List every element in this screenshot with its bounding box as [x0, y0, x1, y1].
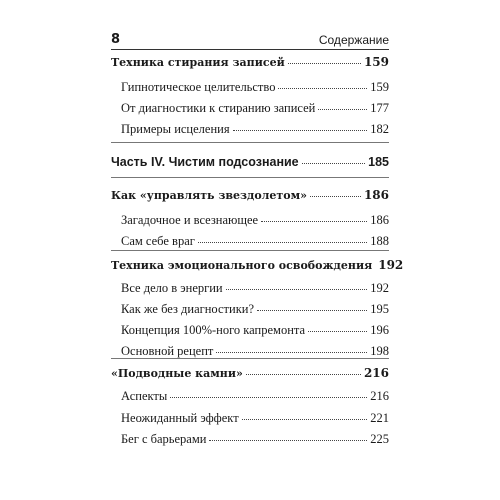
toc-leader-dots: [288, 63, 361, 64]
header-rule: [111, 49, 389, 50]
toc-entry-section[interactable]: [111, 258, 404, 276]
toc-entry-title: Гипнотическое целительство: [121, 80, 276, 94]
toc-entry-title: Примеры исцеления: [121, 122, 230, 136]
toc-entry-section[interactable]: [111, 55, 389, 73]
toc-leader-dots: [233, 130, 368, 131]
toc-entry-title: Как «управлять звездолетом»: [111, 189, 308, 202]
toc-leader-dots: [310, 196, 361, 197]
toc-leader-dots: [198, 242, 367, 243]
toc-entry-page: 198: [370, 344, 389, 358]
toc-entry-page: 186: [370, 213, 389, 227]
toc-entry-subsection[interactable]: [111, 344, 389, 362]
toc-entry-subsection[interactable]: [111, 281, 389, 299]
toc-entry-title: Техника стирания записей: [111, 56, 285, 69]
divider: [111, 142, 389, 143]
toc-leader-dots: [257, 310, 367, 311]
toc-entry-section[interactable]: [111, 188, 389, 206]
toc-entry-title: Неожиданный эффект: [121, 411, 239, 425]
toc-entry-subsection[interactable]: [111, 80, 389, 98]
toc-entry-page: 185: [368, 155, 389, 169]
toc-leader-dots: [308, 331, 367, 332]
toc-entry-part[interactable]: [111, 155, 389, 173]
toc-entry-title: Основной рецепт: [121, 344, 214, 358]
toc-entry-page: 186: [363, 188, 389, 202]
toc-entry-subsection[interactable]: [111, 213, 389, 231]
toc-leader-dots: [246, 374, 361, 375]
divider: [111, 250, 389, 251]
toc-entry-title: Все дело в энергии: [121, 281, 223, 295]
toc-entry-page: 159: [363, 55, 389, 69]
toc-entry-page: 182: [370, 122, 389, 136]
toc-entry-subsection[interactable]: [111, 432, 389, 450]
toc-leader-dots: [318, 109, 367, 110]
divider: [111, 358, 389, 359]
toc-entry-title: Загадочное и всезнающее: [121, 213, 259, 227]
toc-entry-subsection[interactable]: [111, 323, 389, 341]
toc-leader-dots: [170, 397, 367, 398]
toc-entry-subsection[interactable]: [111, 411, 389, 429]
toc-entry-subsection[interactable]: [111, 122, 389, 140]
toc-entry-title: Сам себе враг: [121, 234, 195, 248]
toc-entry-subsection[interactable]: [111, 389, 389, 407]
toc-leader-dots: [242, 419, 368, 420]
toc-entry-page: 188: [370, 234, 389, 248]
toc-leader-dots: [226, 289, 368, 290]
toc-entry-page: 195: [370, 302, 389, 316]
toc-entry-page: 216: [363, 366, 389, 380]
toc-leader-dots: [278, 88, 367, 89]
toc-entry-title: От диагностики к стиранию записей: [121, 101, 316, 115]
toc-entry-title: Концепция 100%-ного капремонта: [121, 323, 306, 337]
toc-leader-dots: [261, 221, 367, 222]
toc-entry-page: 216: [370, 389, 389, 403]
toc-entry-section[interactable]: [111, 366, 389, 384]
divider: [111, 177, 389, 178]
toc-entry-page: 196: [370, 323, 389, 337]
toc-entry-page: 192: [370, 281, 389, 295]
toc-entry-page: 177: [370, 101, 389, 115]
page-number: 8: [111, 32, 121, 47]
toc-entry-page: 221: [370, 411, 389, 425]
toc-leader-dots: [216, 352, 367, 353]
toc-entry-subsection[interactable]: [111, 302, 389, 320]
page-header: [111, 32, 389, 48]
toc-leader-dots: [302, 163, 366, 164]
toc-entry-title: Бег с барьерами: [121, 432, 207, 446]
toc-entry-title: «Подводные камни»: [111, 367, 243, 380]
toc-leader-dots: [209, 440, 367, 441]
toc-entry-page: 192: [378, 258, 404, 272]
toc-entry-title: Как же без диагностики?: [121, 302, 255, 316]
toc-entry-title: Часть IV. Чистим подсознание: [111, 155, 299, 169]
running-title: Содержание: [318, 33, 389, 47]
toc-entry-page: 159: [370, 80, 389, 94]
toc-entry-title: Техника эмоционального освобождения: [111, 259, 373, 272]
toc-entry-page: 225: [370, 432, 389, 446]
toc-entry-title: Аспекты: [121, 389, 168, 403]
toc-entry-subsection[interactable]: [111, 101, 389, 119]
